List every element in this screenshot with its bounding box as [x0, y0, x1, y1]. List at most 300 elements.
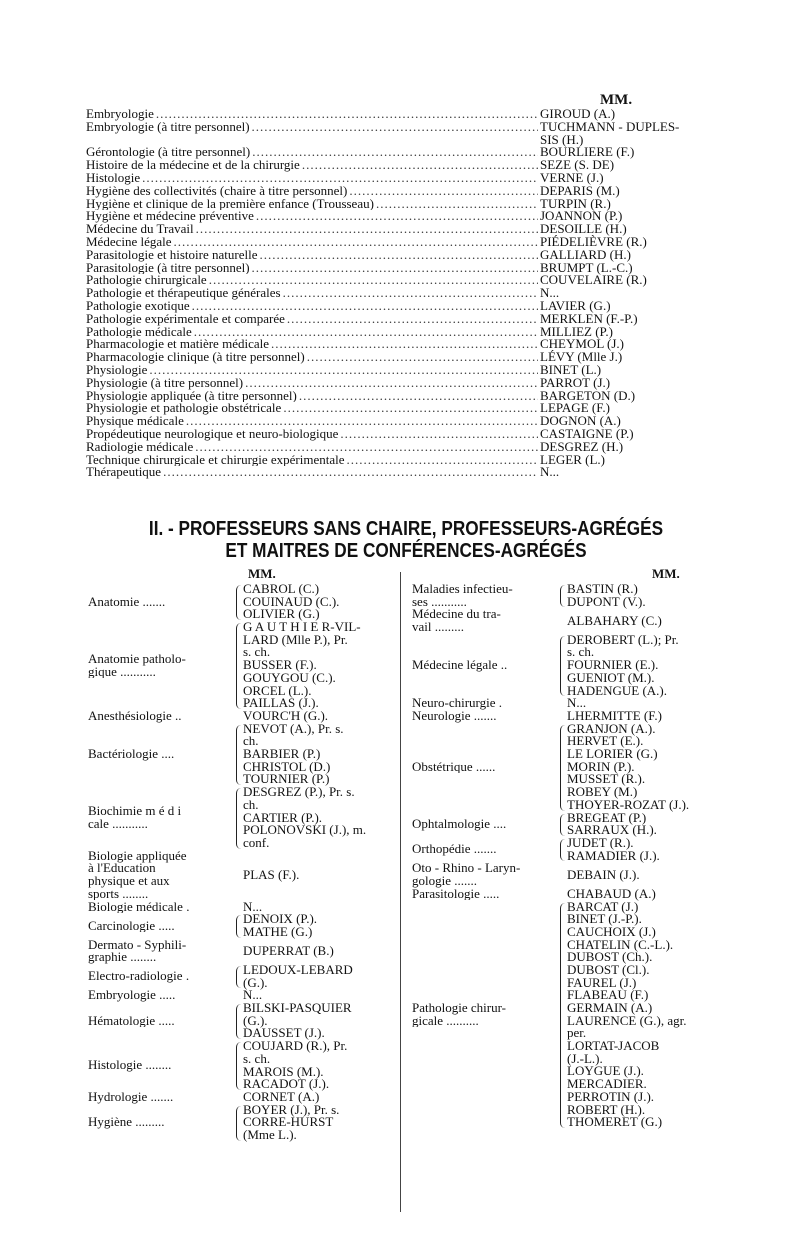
staff-name: ch.: [243, 796, 259, 812]
leader-dots: [302, 159, 538, 172]
discipline-label-line: Médecine du tra-: [412, 608, 501, 622]
chair-holder: BRUMPT (L.-C.): [540, 259, 633, 275]
staff-names: [243, 1101, 340, 1143]
brace: [560, 814, 565, 836]
staff-name: CHATELIN (C.-L.).: [567, 936, 674, 952]
staff-name: DUBOST (Ch.).: [567, 949, 653, 965]
chair-subject-text: Physiologie appliquée (à titre personnel): [86, 389, 297, 403]
chair-subject-text: Médecine légale: [86, 235, 172, 249]
leader-dots: [163, 466, 538, 479]
staff-name: (J.-L.).: [567, 1050, 603, 1066]
staff-name: s. ch.: [243, 1050, 271, 1066]
chair-row: [86, 323, 726, 339]
staff-name: DENOIX (P.).: [243, 911, 318, 927]
leader-dots: [156, 108, 538, 121]
staff-name: OLIVIER (G.): [243, 606, 320, 622]
staff-name: PLAS (F.).: [243, 866, 300, 882]
staff-name: SARRAUX (H.).: [567, 822, 657, 838]
staff-name: GOUYGOU (C.).: [243, 669, 336, 685]
chair-subject: [86, 300, 538, 313]
discipline-label-line: Hygiène .........: [88, 1116, 165, 1130]
right-column-header: MM.: [652, 566, 680, 581]
staff-name: RAMADIER (J.).: [567, 847, 660, 863]
staff-names: [243, 964, 353, 989]
discipline-label: [88, 1116, 234, 1129]
discipline-label: [88, 901, 234, 914]
leader-dots: [142, 172, 538, 185]
leader-dots: [194, 326, 538, 339]
chair-subject: [86, 134, 538, 147]
chair-holder: N...: [540, 285, 560, 301]
chair-subject: [86, 274, 538, 287]
chair-subject-text: Parasitologie (à titre personnel): [86, 261, 250, 275]
discipline-label: [88, 748, 234, 761]
staff-name: LARD (Mlle P.), Pr.: [243, 631, 348, 647]
staff-names: [567, 720, 690, 812]
staff-name: NEVOT (A.), Pr. s.: [243, 720, 344, 736]
discipline-label: [412, 843, 558, 856]
discipline-label-line: Obstétrique ......: [412, 760, 496, 774]
leader-dots: [174, 236, 538, 249]
staff-name: THOMERET (G.): [567, 1114, 663, 1130]
staff-names: [567, 898, 687, 1130]
chair-subject-text: Pathologie et thérapeutique générales: [86, 287, 281, 300]
discipline-label-line: Hydrologie .......: [88, 1091, 174, 1104]
chair-subject: [86, 390, 538, 403]
discipline-label-line: Pathologie chirur-: [412, 1002, 506, 1016]
chair-subject: [86, 159, 538, 172]
discipline-label: [88, 1015, 234, 1028]
discipline-label: [412, 888, 558, 901]
chair-row: [86, 195, 726, 211]
chair-subject-text: Thérapeutique: [86, 466, 162, 480]
discipline-label-line: Médecine légale ..: [412, 659, 508, 672]
chair-subject-text: Propédeutique neurologique et neuro-biologique: [86, 427, 339, 441]
discipline-label: [88, 989, 234, 1002]
discipline-label-line: Parasitologie .....: [412, 887, 500, 901]
discipline-label-line: Anesthésiologie ..: [88, 710, 182, 723]
staff-name: ROBERT (H.).: [567, 1101, 646, 1117]
chair-subject-text: Médecine du Travail: [86, 223, 194, 236]
staff-name: HERVET (E.).: [567, 733, 644, 749]
staff-names: [243, 786, 366, 849]
staff-name: RACADOT (J.).: [243, 1076, 330, 1092]
chair-subject-text: Embryologie (à titre personnel): [86, 120, 250, 134]
chair-subject-text: Hygiène et médecine préventive: [86, 210, 254, 224]
chair-subject: [86, 415, 538, 428]
column-divider: [400, 572, 401, 1212]
staff-names: [567, 612, 662, 628]
staff-name: THOYER-ROZAT (J.).: [567, 796, 690, 812]
discipline-label-line: gicale ..........: [412, 1012, 479, 1028]
staff-name: conf.: [243, 834, 270, 850]
chair-row: [86, 169, 726, 185]
leader-dots: [245, 377, 538, 390]
chair-subject: [86, 428, 538, 441]
chair-subject-text: Gérontologie (à titre personnel): [86, 146, 251, 160]
chair-holder: BARGETON (D.): [540, 387, 636, 403]
staff-name: s. ch.: [243, 644, 271, 660]
chair-subject: [86, 172, 538, 185]
discipline-label-line: Oto - Rhino - Laryn-: [412, 862, 521, 876]
staff-name: (G.).: [243, 974, 268, 990]
staff-name: LORTAT-JACOB: [567, 1038, 660, 1054]
discipline-label-line: Anatomie patholo-: [88, 652, 186, 666]
discipline-label-line: Orthopédie .......: [412, 843, 497, 857]
chair-subject-text: Physiologie (à titre personnel): [86, 376, 244, 390]
chair-holder: BINET (L.): [540, 361, 602, 377]
staff-names: [243, 621, 361, 710]
staff-name: MORIN (P.).: [567, 758, 635, 774]
discipline-label-line: Neurologie .......: [412, 710, 497, 723]
discipline-label: [88, 596, 234, 609]
staff-name: per.: [567, 1025, 587, 1041]
staff-name: BREGEAT (P.): [567, 809, 647, 825]
leader-dots: [299, 390, 538, 403]
discipline-label-line: Biochimie m é d i: [88, 805, 182, 819]
staff-name: LAURENCE (G.), agr.: [567, 1012, 687, 1028]
staff-name: GERMAIN (A.): [567, 1000, 653, 1015]
brace: [236, 1004, 241, 1039]
chair-subject: [86, 466, 538, 479]
leader-dots: [252, 121, 538, 134]
chair-holder: N...: [540, 464, 560, 480]
staff-name: DUPERRAT (B.): [243, 942, 334, 958]
chair-row: [86, 351, 726, 364]
chair-subject-text: Hygiène des collectivités (chaire à titre personnel): [86, 184, 348, 198]
leader-dots: [149, 364, 538, 377]
discipline-label: [412, 862, 558, 887]
staff-name: VOURC'H (G.).: [243, 708, 329, 723]
chair-row: [86, 210, 726, 223]
chair-subject-text: Pharmacologie clinique (à titre personnel): [86, 351, 305, 364]
staff-names: [243, 583, 339, 621]
chair-holder: BOURLIERE (F.): [540, 144, 635, 160]
leader-dots: [271, 338, 538, 351]
discipline-label-line: physique et aux: [88, 873, 170, 889]
chair-holder: TUCHMANN - DUPLES-: [540, 118, 680, 134]
chair-subject-text: Radiologie médicale: [86, 440, 194, 454]
staff-names: [243, 942, 334, 958]
leader-dots: [196, 223, 538, 236]
chair-subject-text: Physiologie: [86, 363, 148, 377]
staff-name: DESGREZ (P.), Pr. s.: [243, 784, 355, 800]
chair-row: [86, 310, 726, 326]
leader-dots: [252, 146, 538, 159]
staff-name: CHRISTOL (D.): [243, 758, 331, 774]
brace: [236, 1106, 241, 1141]
staff-name: POLONOVSKI (J.), m.: [243, 822, 367, 838]
discipline-label-line: Embryologie .....: [88, 989, 176, 1003]
chair-holder: MILLIEZ (P.): [540, 323, 613, 339]
brace: [236, 788, 241, 849]
staff-name: DUBOST (Cl.).: [567, 961, 650, 977]
staff-name: ALBAHARY (C.): [567, 612, 662, 628]
staff-name: MERCADIER.: [567, 1076, 647, 1092]
leader-dots: [186, 415, 538, 428]
chair-holder: LEPAGE (F.): [540, 400, 610, 416]
chair-subject: [86, 351, 538, 364]
chair-subject: [86, 454, 538, 467]
staff-name: BOYER (J.), Pr. s.: [243, 1101, 340, 1117]
chair-subject: [86, 326, 538, 339]
discipline-label: [88, 939, 234, 964]
chair-subject: [86, 249, 538, 262]
chair-holder: MERKLEN (F.-P.): [540, 310, 638, 326]
leader-dots: [283, 402, 538, 415]
staff-name: BASTIN (R.): [567, 581, 638, 596]
chair-subject-text: Parasitologie et histoire naturelle: [86, 248, 258, 262]
chair-subject: [86, 402, 538, 415]
discipline-label: [412, 583, 558, 608]
chair-holder: COUVELAIRE (R.): [540, 272, 647, 288]
chair-subject-text: Technique chirurgicale et chirurgie expérimentale: [86, 453, 345, 467]
discipline-label-line: gique ...........: [88, 663, 156, 679]
chair-subject: [86, 223, 538, 236]
staff-name: MATHE (G.): [243, 923, 313, 939]
discipline-label-line: vail .........: [412, 619, 464, 634]
brace: [236, 585, 241, 620]
staff-name: CHABAUD (A.): [567, 885, 656, 901]
staff-name: BUSSER (F.).: [243, 657, 317, 673]
staff-name: N...: [567, 695, 587, 711]
discipline-label: [412, 761, 558, 774]
staff-name: COUJARD (R.), Pr.: [243, 1038, 348, 1054]
discipline-label-line: Carcinologie .....: [88, 919, 175, 933]
staff-name: GUENIOT (M.).: [567, 669, 655, 685]
section-title-line1: II. - PROFESSEURS SANS CHAIRE, PROFESSEURS-AGRÉGÉS: [148, 518, 664, 540]
chair-subject-text: Embryologie: [86, 108, 154, 121]
staff-name: BARBIER (P.): [243, 746, 321, 762]
chair-subject-text: Physiologie et pathologie obstétricale: [86, 402, 282, 416]
chair-row: [86, 438, 726, 454]
staff-name: GRANJON (A.).: [567, 720, 656, 736]
chair-holder: GALLIARD (H.): [540, 246, 631, 262]
discipline-label-line: Histologie ........: [88, 1059, 172, 1072]
staff-names: [243, 720, 344, 787]
chair-subject-text: Pathologie médicale: [86, 325, 192, 339]
leader-dots: [259, 249, 538, 262]
leader-dots: [256, 210, 538, 223]
brace: [560, 839, 565, 861]
brace: [236, 725, 241, 786]
chair-holder: JOANNON (P.): [540, 208, 623, 224]
discipline-label-line: à l'Education: [88, 860, 156, 876]
discipline-label: [88, 1059, 234, 1072]
staff-names: [567, 866, 640, 882]
chair-holder: VERNE (J.): [540, 169, 604, 185]
brace: [560, 636, 565, 697]
discipline-label: [88, 970, 234, 983]
staff-name: LHERMITTE (F.): [567, 708, 662, 723]
chair-subject: [86, 377, 538, 390]
chair-row: [86, 146, 726, 159]
brace: [236, 915, 241, 937]
discipline-label: [88, 805, 234, 830]
staff-name: JUDET (R.).: [567, 835, 634, 850]
chair-row: [86, 274, 726, 287]
chair-holder: SEZE (S. DE): [540, 157, 615, 173]
chair-holder: SIS (H.): [540, 131, 584, 147]
chair-row: [86, 159, 726, 172]
chair-subject: [86, 198, 538, 211]
discipline-label-line: Biologie médicale .: [88, 900, 190, 914]
brace: [560, 725, 565, 811]
top-column-header: MM.: [600, 92, 633, 108]
chair-subject-text: Pathologie exotique: [86, 299, 190, 313]
discipline-label-line: cale ...........: [88, 815, 148, 831]
chair-holder: LÉVY (Mlle J.): [540, 349, 623, 365]
staff-name: N...: [243, 898, 263, 914]
brace: [236, 966, 241, 988]
chair-subject: [86, 313, 538, 326]
staff-name: DAUSSET (J.).: [243, 1025, 325, 1041]
chair-subject-text: Histoire de la médecine et de la chirurgie: [86, 159, 300, 172]
chair-subject: [86, 236, 538, 249]
chair-subject: [86, 146, 538, 159]
chair-subject: [86, 185, 538, 198]
chair-holder: CASTAIGNE (P.): [540, 425, 634, 441]
leader-dots: [340, 428, 538, 441]
chair-subject: [86, 364, 538, 377]
chair-holder: DOGNON (A.): [540, 413, 621, 429]
discipline-label: [412, 818, 558, 831]
chair-row: [86, 466, 726, 479]
chair-holder: LAVIER (G.): [540, 297, 611, 313]
staff-name: HADENGUE (A.).: [567, 682, 668, 698]
chair-holder: DEPARIS (M.): [540, 182, 620, 198]
staff-name: LE LORIER (G.): [567, 746, 658, 762]
discipline-label: [88, 653, 234, 678]
staff-name: MUSSET (R.).: [567, 771, 646, 787]
brace: [236, 1042, 241, 1090]
chair-subject-text: Physique médicale: [86, 415, 184, 428]
staff-names: [243, 1002, 352, 1040]
leader-dots: [283, 287, 538, 300]
discipline-label-line: ses ...........: [412, 593, 467, 609]
staff-name: MAROIS (M.).: [243, 1063, 324, 1079]
leader-dots: [88, 134, 538, 147]
discipline-label-line: gologie .......: [412, 873, 477, 888]
staff-names: [567, 809, 657, 838]
staff-names: [243, 913, 317, 938]
chair-holder: LEGER (L.): [540, 451, 605, 467]
chair-subject-text: Pathologie chirurgicale: [86, 274, 207, 288]
chair-holder: PARROT (J.): [540, 374, 611, 390]
staff-name: PAILLAS (J.).: [243, 695, 319, 711]
staff-name: (G.).: [243, 1012, 268, 1028]
chair-subject-text: Pathologie expérimentale et comparée: [86, 312, 285, 326]
discipline-label-line: Ophtalmologie ....: [412, 817, 507, 831]
staff-name: G A U T H I E R-VIL-: [243, 619, 361, 635]
discipline-label: [412, 608, 558, 633]
staff-names: [567, 631, 679, 698]
discipline-label-line: graphie ........: [88, 949, 157, 964]
chair-holder: DESOILLE (H.): [540, 221, 627, 237]
staff-name: DEBAIN (J.).: [567, 866, 640, 882]
staff-name: FAUREL (J.): [567, 974, 637, 990]
chair-holder: CHEYMOL (J.): [540, 336, 625, 352]
discipline-label: [412, 710, 558, 723]
chair-subject: [86, 108, 538, 121]
discipline-label-line: Neuro-chirurgie .: [412, 697, 503, 710]
staff-name: FOURNIER (E.).: [567, 657, 659, 673]
staff-name: CAUCHOIX (J.): [567, 923, 656, 939]
staff-name: COUINAUD (C.).: [243, 593, 340, 609]
chair-subject: [86, 210, 538, 223]
staff-name: LOYGUE (J.).: [567, 1063, 644, 1079]
chair-row: [86, 425, 726, 441]
discipline-label: [412, 697, 558, 710]
staff-names: [243, 866, 300, 882]
leader-dots: [287, 313, 538, 326]
discipline-label: [88, 850, 234, 901]
chair-row: [86, 338, 726, 351]
staff-name: DEROBERT (L.); Pr.: [567, 631, 679, 647]
brace: [560, 585, 565, 607]
chair-holder: GIROUD (A.): [540, 106, 616, 121]
leader-dots: [192, 300, 538, 313]
staff-name: BARCAT (J.): [567, 898, 639, 914]
discipline-label: [88, 1091, 234, 1104]
chair-holder: DESGREZ (H.): [540, 438, 624, 454]
leader-dots: [376, 198, 538, 211]
discipline-label-line: Maladies infectieu-: [412, 583, 513, 596]
chair-row: [86, 118, 726, 134]
leader-dots: [307, 351, 538, 364]
staff-name: s. ch.: [567, 644, 595, 660]
chair-subject: [86, 287, 538, 300]
leader-dots: [209, 274, 538, 287]
staff-name: CABROL (C.): [243, 581, 320, 596]
chair-row: [86, 451, 726, 467]
leader-dots: [252, 262, 538, 275]
chair-subject: [86, 262, 538, 275]
discipline-label: [412, 659, 558, 672]
staff-name: CORRE-HURST: [243, 1114, 334, 1130]
staff-name: ORCEL (L.).: [243, 682, 312, 698]
chair-subject-text: Pharmacologie et matière médicale: [86, 338, 269, 352]
discipline-label-line: Anatomie .......: [88, 595, 166, 609]
chair-row: [86, 387, 726, 403]
leader-dots: [347, 454, 539, 467]
staff-name: (Mme L.).: [243, 1127, 297, 1143]
chair-subject: [86, 441, 538, 454]
chair-subject-text: Hygiène et clinique de la première enfance (Trousseau): [86, 197, 374, 211]
discipline-label: [88, 920, 234, 933]
discipline-label-line: sports ........: [88, 885, 149, 901]
discipline-label-line: Biologie appliquée: [88, 849, 187, 863]
staff-name: LEDOUX-LEBARD: [243, 962, 353, 977]
staff-name: ROBEY (M.): [567, 784, 638, 800]
chair-subject-text: Histologie: [86, 171, 141, 185]
staff-names: [567, 837, 660, 862]
chair-row: [86, 182, 726, 198]
section-title-line2: ET MAITRES DE CONFÉRENCES-AGRÉGÉS: [225, 540, 587, 562]
staff-name: CORNET (A.): [243, 1089, 320, 1104]
chair-subject: [86, 121, 538, 134]
chair-subject: [86, 338, 538, 351]
staff-name: FLABEAU (F.): [567, 987, 649, 1003]
staff-name: DUPONT (V.).: [567, 593, 646, 609]
chair-row: [86, 402, 726, 415]
staff-names: [243, 1040, 347, 1091]
left-column-header: MM.: [248, 566, 276, 581]
discipline-label-line: Hématologie .....: [88, 1014, 175, 1028]
discipline-label-line: Bactériologie ....: [88, 748, 175, 761]
chair-holder: PIÉDELIÈVRE (R.): [540, 233, 647, 249]
chairs-list: [86, 108, 726, 479]
